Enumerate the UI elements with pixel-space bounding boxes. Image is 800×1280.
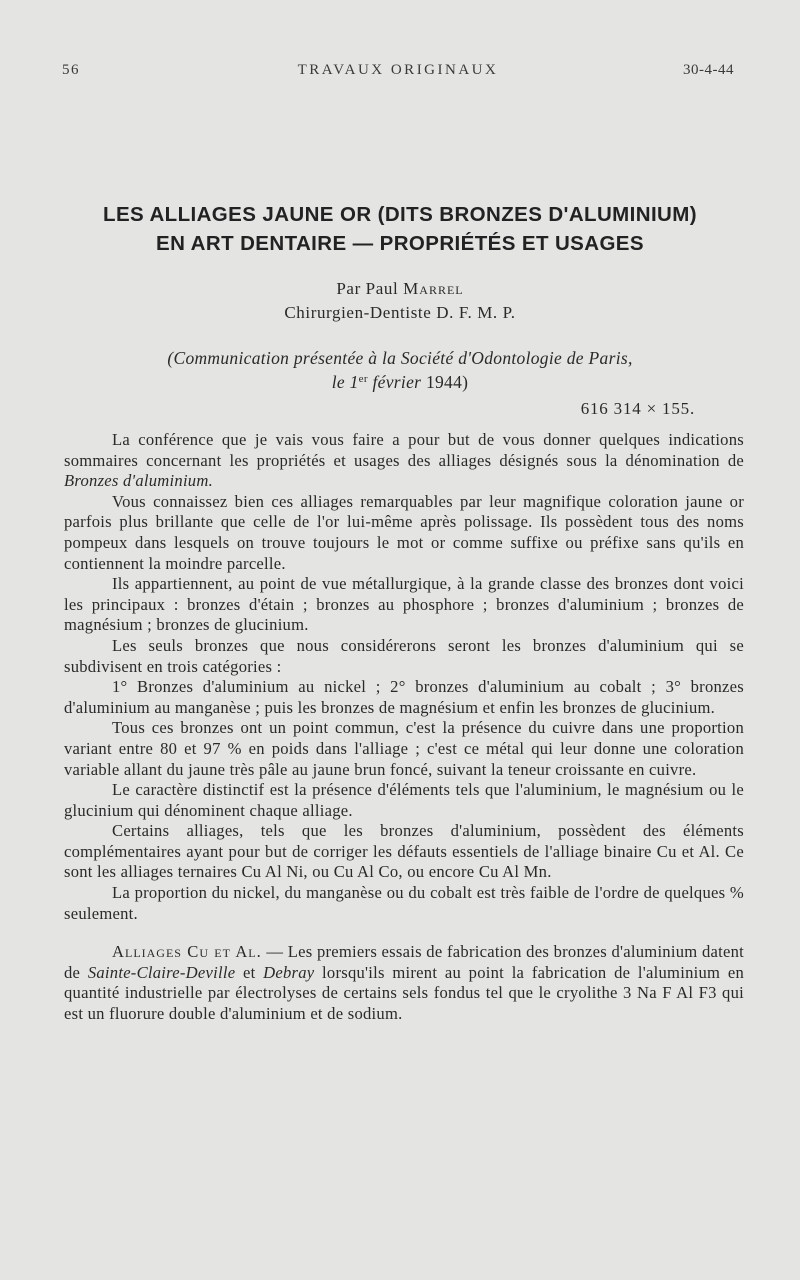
title-line-1: LES ALLIAGES JAUNE OR (DITS BRONZES D'ALUMINIUM) [103,203,697,226]
page-number: 56 [62,62,80,78]
italic-term: Bronzes d'aluminium. [64,471,213,491]
paragraph: Tous ces bronzes ont un point commun, c'est la présence du cuivre dans une proportion variant entre 80 et 97 % en poids dans l'alliage ; c'est ce métal qui leur donne une coloration variable allant du jaune très pâle au jaune brun foncé, suivant la teneur croissante en cuivre. [64,718,744,779]
running-title: TRAVAUX ORIGINAUX [297,62,499,78]
author-name-1: Sainte-Claire-Deville [87,962,236,982]
article-title [40,200,760,258]
author-line [0,277,800,301]
communication-line-1: (Communication présentée à la Société d'Odontologie de Paris, [167,348,633,368]
paragraph: Les seuls bronzes que nous considérerons seront les bronzes d'aluminium qui se subdivisent en trois catégories : [64,635,744,676]
paragraph: Le caractère distinctif est la présence d'éléments tels que l'aluminium, le magnésium ou le glucinium qui dénominent chaque alliage. [64,780,744,820]
communication-note [0,346,800,394]
article-body [64,430,744,1025]
paragraph: La conférence que je vais vous faire a pour but de vous donner quelques indications sommaires concernant les propriétés et usages des alliages désignés sous la dénomination de Bronzes d'aluminium. [64,430,744,491]
section-heading: Alliages Cu et Al. [112,942,262,962]
title-line-2: EN ART DENTAIRE — PROPRIÉTÉS ET USAGES [156,232,644,255]
section-paragraph: Alliages Cu et Al. — Les premiers essais de fabrication des bronzes d'aluminium datent de Sainte-Claire-Deville et Debray lorsqu'ils mirent au point la fabrication de l'aluminium en quantité industrielle par électrolyses de certains sels fondus tel que le cryolithe 3 Na F Al F3 qui est un fluorure double d'aluminium et de sodium. [64,942,745,1024]
communication-year: 1944) [421,372,469,392]
byline [0,277,800,325]
author-role: Chirurgien-Dentiste D. F. M. P. [284,303,516,322]
paragraph: Vous connaissez bien ces alliages remarquables par leur magnifique coloration jaune or parfois plus brillante que celle de l'or lui-même après polissage. Ils possèdent tous des noms pompeux dans lesquels on trouve toujours le mot or comme suffixe ou préfixe sans qu'ils en contiennent la moindre parcelle. [64,491,744,573]
paragraph: Certains alliages, tels que les bronzes d'aluminium, possèdent des éléments complémentaires ayant pour but de corriger les défauts essentiels de l'alliage binaire Cu et Al. Ce sont les alliages ternaires Cu Al Ni, ou Cu Al Co, ou encore Cu Al Mn. [64,821,744,882]
classification-number: 616 314 × 155. [580,399,695,418]
author-surname: Marrel [403,279,464,298]
communication-le: le 1 [331,372,359,392]
communication-sup: er [358,373,368,385]
communication-month: février [372,372,422,392]
author-prefix: Par Paul [336,279,399,298]
issue-date: 30-4-44 [683,62,734,78]
paragraph: Ils appartiennent, au point de vue métallurgique, à la grande classe des bronzes dont voici les principaux : bronzes d'étain ; bronzes au phosphore ; bronzes d'aluminium ; bronzes de magnésium ; bronzes de glucinium. [64,574,744,635]
paragraph: 1° Bronzes d'aluminium au nickel ; 2° bronzes d'aluminium au cobalt ; 3° bronzes d'aluminium au manganèse ; puis les bronzes de magnésium et enfin les bronzes de glucinium. [64,677,744,717]
paragraph: La proportion du nickel, du manganèse ou du cobalt est très faible de l'ordre de quelques % seulement. [64,883,744,923]
author-name-2: Debray [263,962,315,982]
